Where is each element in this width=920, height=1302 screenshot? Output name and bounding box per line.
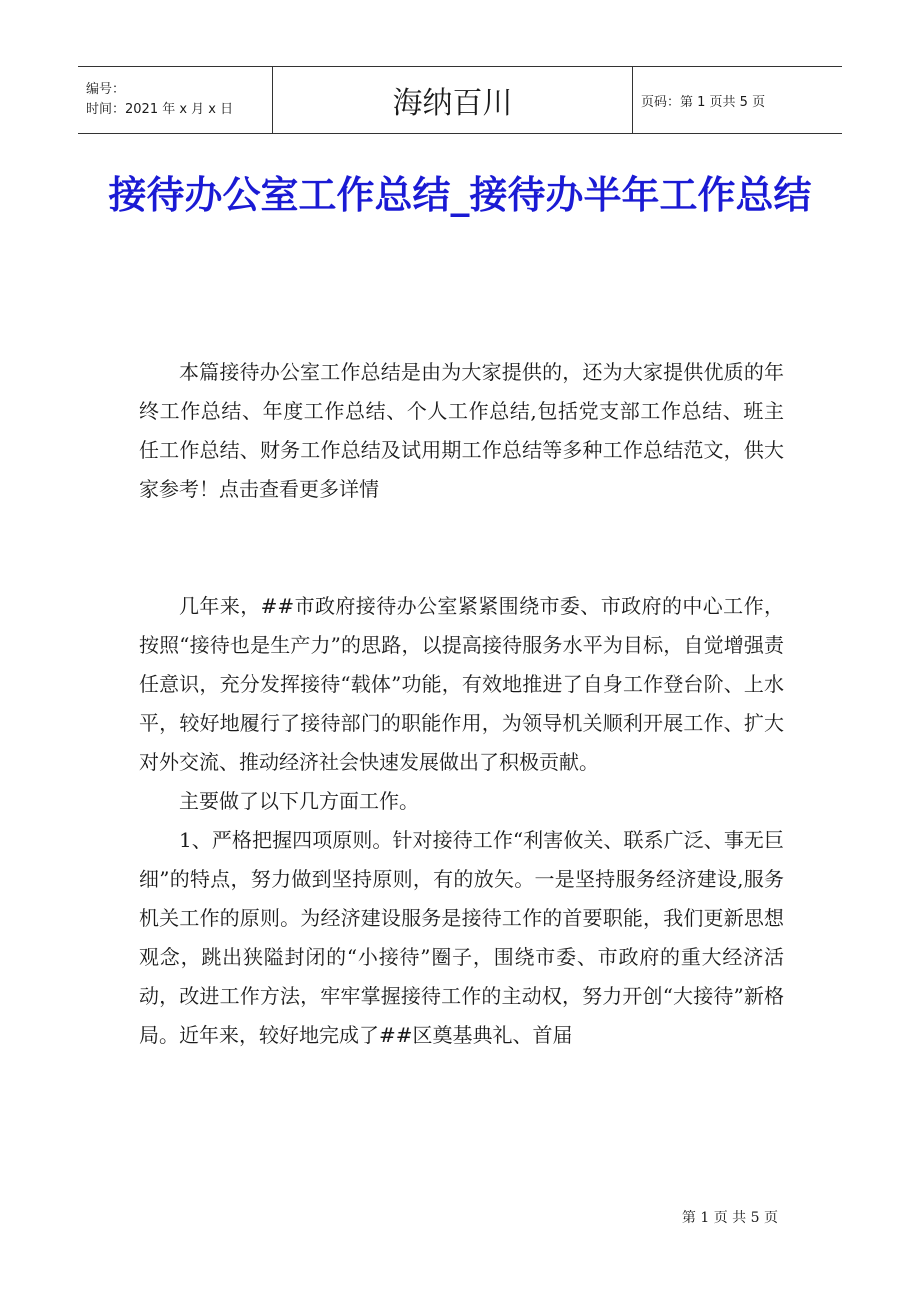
- date-label: 时间：2021 年 x 月 x 日: [86, 102, 234, 117]
- header-brand: [273, 67, 633, 133]
- number-label: 编号：: [86, 82, 126, 97]
- paragraph: 1、严格把握四项原则。针对接待工作“利害攸关、联系广泛、事无巨细”的特点，努力做到坚持原则，有的放矢。一是坚持服务经济建设,服务机关工作的原则。为经济建设服务是接待工作的首要职能，我们更新思想观念，跳出狭隘封闭的“小接待”圈子，围绕市委、市政府的重大经济活动，改进工作方法，牢牢掌握接待工作的主动权，努力开创“大接待”新格局。近年来，较好地完成了##区奠基典礼、首届: [139, 828, 784, 1047]
- brand-text: 海纳百川: [392, 86, 513, 121]
- document-body: [139, 353, 784, 1055]
- paragraph: 几年来，##市政府接待办公室紧紧围绕市委、市政府的中心工作，按照“接待也是生产力”的思路，以提高接待服务水平为目标，自觉增强责任意识，充分发挥接待“载体”功能，有效地推进了自身工作登台阶、上水平，较好地履行了接待部门的职能作用，为领导机关顺利开展工作、扩大对外交流、推动经济社会快速发展做出了积极贡献。: [139, 594, 784, 774]
- paragraph: 本篇接待办公室工作总结是由为大家提供的，还为大家提供优质的年终工作总结、年度工作总结、个人工作总结,包括党支部工作总结、班主任工作总结、财务工作总结及试用期工作总结等多种工作总结范文，供大家参考！点击查看更多详情: [139, 360, 784, 501]
- document-header: [78, 66, 842, 134]
- page-footer: 第 1 页 共 5 页: [681, 1210, 778, 1226]
- document-title: 接待办公室工作总结_接待办半年工作总结: [108, 172, 812, 217]
- paragraph: 主要做了以下几方面工作。: [179, 789, 419, 813]
- header-meta: [78, 67, 273, 133]
- page-label: 页码：第 1 页共 5 页: [641, 94, 766, 110]
- header-page: [633, 67, 842, 133]
